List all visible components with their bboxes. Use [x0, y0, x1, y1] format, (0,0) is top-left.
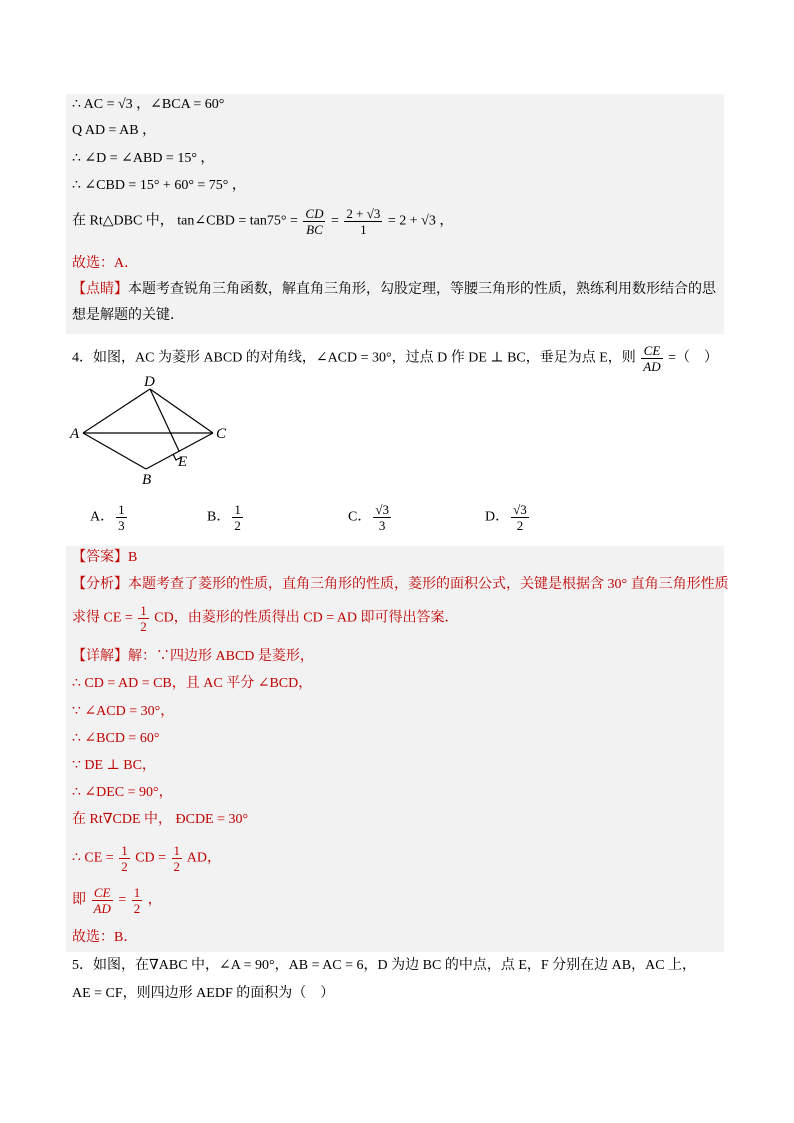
q4-stem: [72, 343, 718, 374]
prev-choice: 故选：A．: [72, 256, 139, 271]
prev-line-5: [72, 206, 453, 237]
q5-line-2: AE = CF，则四边形 AEDF 的面积为（ ）: [72, 986, 335, 1001]
label-e: E: [178, 454, 188, 470]
label-c: C: [216, 426, 227, 442]
q4-stem-post: =（ ）: [668, 350, 719, 366]
fraction-ce-ad: $\frac{CE}{AD}$: [643, 343, 661, 374]
q4-choice: 故选：B．: [72, 930, 138, 945]
q4-detail-8: ∴ CE = $\frac{1}{2}$ CD = $\frac{1}{2}$ AD，: [72, 843, 222, 874]
q4-detail-7: 在 Rt∇CDE 中， ÐCDE = 30°: [72, 812, 249, 827]
prev-line-4: ∴ ∠CBD = 15° + 60° = 75° ，: [72, 178, 246, 193]
q4-detail-1: 【详解】解：∵四边形 ABCD 是菱形，: [72, 649, 314, 664]
prev-comment-2: 想是解题的关键．: [72, 308, 184, 323]
q4-detail-3: ∵ ∠ACD = 30°，: [72, 704, 175, 719]
q4-answer: 【答案】B: [72, 550, 138, 565]
label-d: D: [144, 374, 155, 390]
q5-line-1: 5．如图，在∇ABC 中，∠A = 90°，AB = AC = 6，D 为边 BC 的中点，点 E，F 分别在边 AB，AC 上，: [72, 958, 697, 973]
q4-detail-9: 即 $\frac{CE}{AD}$ = $\frac{1}{2}$ ，: [72, 885, 162, 916]
label-b: B: [142, 472, 152, 488]
prev-line-3: ∴ ∠D = ∠ABD = 15° ，: [72, 151, 215, 166]
fraction-2-plus-root3: $\frac{2 + √3}{1}$: [346, 206, 381, 237]
q4-detail-4: ∴ ∠BCD = 60°: [72, 731, 160, 746]
prev-line-1: ∴ AC = √3 ，∠BCA = 60°: [72, 97, 225, 112]
option-d[interactable]: D． $\frac{√3}{2}$: [485, 502, 527, 533]
analysis-tag: 【分析】: [72, 577, 128, 592]
prev-line-5-pre: 在 Rt△DBC 中， tan∠CBD = tan75° =: [72, 213, 298, 229]
option-c[interactable]: C． $\frac{√3}{3}$: [348, 502, 389, 533]
comment-tag: 【点睛】: [72, 282, 128, 297]
comment-text: 本题考查锐角三角函数，解直角三角形，勾股定理，等腰三角形的性质，熟练利用数形结合的思: [128, 282, 716, 297]
rhombus-figure: [66, 374, 236, 490]
fraction-cd-bc: $\frac{CD}{BC}$: [305, 206, 324, 237]
q4-analysis-1: [72, 576, 729, 594]
prev-line-2: Q AD = AB ，: [72, 123, 157, 138]
q4-stem-text: 4．如图，AC 为菱形 ABCD 的对角线，∠ACD = 30°，过点 D 作 DE ⊥ BC，垂足为点 E，则: [72, 350, 636, 366]
prev-comment-1: [72, 281, 716, 299]
analysis-text: 本题考查了菱形的性质，直角三角形的性质，菱形的面积公式，关键是根据含 30° 直角三角形性质: [128, 577, 729, 592]
prev-line-5-eq: =: [330, 213, 339, 229]
option-a[interactable]: A． $\frac{1}{3}$: [90, 502, 125, 533]
label-a: A: [70, 426, 80, 442]
option-b[interactable]: B． $\frac{1}{2}$: [207, 502, 241, 533]
q4-detail-6: ∴ ∠DEC = 90°，: [72, 785, 173, 800]
q4-detail-5: ∵ DE ⊥ BC，: [72, 758, 156, 773]
prev-line-5-post: = 2 + √3 ，: [387, 213, 454, 229]
q4-detail-2: ∴ CD = AD = CB，且 AC 平分 ∠BCD，: [72, 676, 313, 691]
q4-analysis-2: 求得 CE = $\frac{1}{2}$ CD，由菱形的性质得出 CD = AD 即可得出答案．: [72, 603, 459, 634]
